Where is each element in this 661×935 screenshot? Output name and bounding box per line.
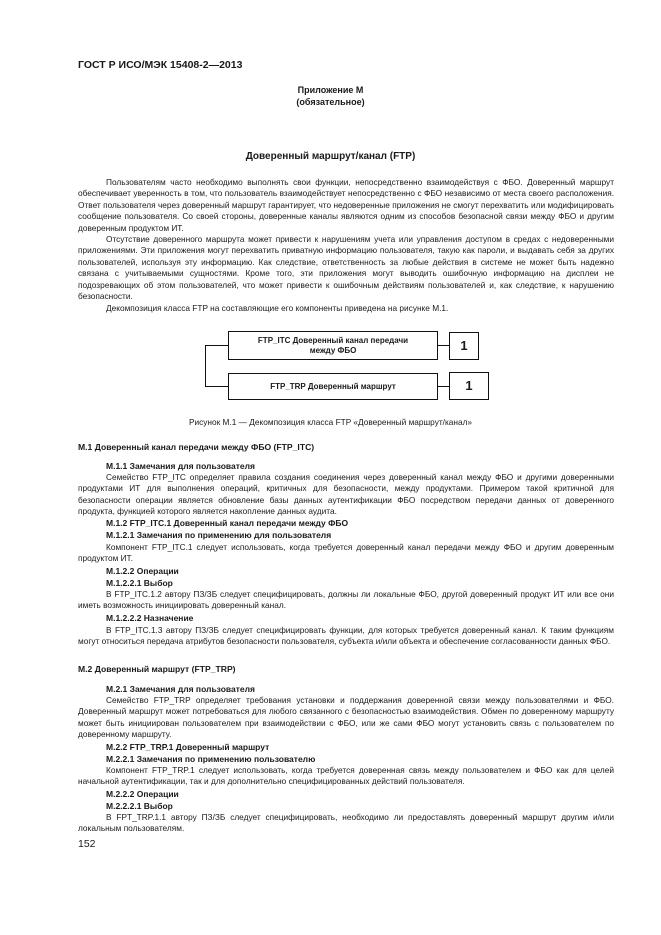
figure-caption: Рисунок М.1 — Декомпозиция класса FTP «Доверенный маршрут/канал» <box>188 417 473 427</box>
diagram-trunk-line <box>205 345 206 387</box>
heading-m1-2-1: М.1.2.1 Замечания по применению для пользователя <box>106 530 332 540</box>
intro-paragraph-2: Отсутствие доверенного маршрута может привести к нарушениям учета или управления доступом в средах с недоверенными приложениями. Эти приложения могут перехватить приватную информацию пользователя, такую как пароли, и выдавать себя за других пользователей, используя эту информацию. Как следствие, ответственность за любые действия в системе не может быть надежно связана с учитываемыми сущностями. Кроме того, эти приложения могут выводить ошибочную информацию на дисплеи не подозревающих об этом пользователей, что может привести к ошибочным действиям пользователей и, как следствие, к нарушению безопасности. <box>78 234 614 302</box>
heading-m2-2-1: М.2.2.1 Замечания по применению пользователю <box>106 754 316 764</box>
heading-m1: М.1 Доверенный канал передачи между ФБО (FTP_ITC) <box>78 442 315 452</box>
heading-m2-2: М.2.2 FTP_TRP.1 Доверенный маршрут <box>106 742 270 752</box>
ftp-trp-box <box>228 373 438 400</box>
ftp-itc-label: FTP_ITC Доверенный канал передачи между ФБО <box>257 335 409 355</box>
heading-m1-2-2-1: М.1.2.2.1 Выбор <box>106 578 173 588</box>
paragraph-m1-2-1: Компонент FTP_ITC.1 следует использовать, когда требуется доверенный канал передачи между ФБО и другим доверенным продуктом ИТ. <box>78 542 614 564</box>
diagram-branch-itc <box>205 345 229 346</box>
ftp-itc-count: 1 <box>460 338 468 353</box>
section-title: Доверенный маршрут/канал (FTP) <box>245 151 416 162</box>
ftp-trp-count-box <box>449 372 489 400</box>
page-number: 152 <box>78 838 96 850</box>
annex-title: Приложение М <box>297 85 364 95</box>
ftp-itc-count-box <box>449 332 479 360</box>
ftp-itc-box <box>228 331 438 360</box>
itc-connector <box>438 345 449 346</box>
document-header: ГОСТ Р ИСО/МЭК 15408-2—2013 <box>78 59 243 71</box>
paragraph-m1-2-2-2: В FTP_ITC.1.3 автору ПЗ/ЗБ следует специфицировать функции, для которых требуется доверенный канал. К таким функциям могут относиться передача атрибутов безопасности пользователя, субъекта и/или объекта и обеспечение согласованности данных ФБО. <box>78 625 614 647</box>
heading-m2-1: М.2.1 Замечания для пользователя <box>106 684 255 694</box>
heading-m2: М.2 Доверенный маршрут (FTP_TRP) <box>78 664 236 674</box>
paragraph-m1-1: Семейство FTP_ITC определяет правила создания соединения через доверенный канал между ФБО и другими доверенными продуктами ИТ для выполнения операций, критичных для безопасности, между продуктами. Примером такой критичной для безопасности операции является обновление базы данных аутентификации ФБО посредством передачи данных от доверенного продукта, функцией которого является накопление данных аудита. <box>78 472 614 517</box>
intro-paragraph-1: Пользователям часто необходимо выполнять свои функции, непосредственно взаимодействуя с ФБО. Доверенный маршрут обеспечивает уверенность в том, что пользователь взаимодействует непосредственно с ФБО независимо от места своего расположения. Ответ пользователя через доверенный маршрут гарантирует, что недоверенные приложения не смогут перехватить или модифицировать сообщение пользователя. Со своей стороны, доверенные каналы являются одним из способов безопасной связи между ФБО и другим доверенным продуктом ИТ. <box>78 177 614 233</box>
heading-m2-2-2-1: М.2.2.2.1 Выбор <box>106 801 173 811</box>
diagram-branch-trp <box>205 386 229 387</box>
paragraph-m2-2-1: Компонент FTP_TRP.1 следует использовать, когда требуется доверенная связь между пользователем и ФБО как для целей начальной аутентификации, так и для дополнительно специфицированных действий пользователя. <box>78 765 614 787</box>
paragraph-m2-1: Семейство FTP_TRP определяет требования установки и поддержания доверенной связи между пользователями и ФБО. Доверенный маршрут может потребоваться для любого связанного с безопасностью взаимодействия. Обмен по доверенному маршруту может быть инициирован пользователем при взаимодействии с ФБО, или же сами ФБО могут установить связь с пользователем по доверенному маршруту. <box>78 695 614 740</box>
trp-connector <box>438 386 449 387</box>
heading-m1-2-2-2: М.1.2.2.2 Назначение <box>106 613 194 623</box>
annex-status: (обязательное) <box>296 96 365 107</box>
heading-m1-2-2: М.1.2.2 Операции <box>106 566 179 576</box>
heading-m1-1: М.1.1 Замечания для пользователя <box>106 461 255 471</box>
intro-paragraph-3: Декомпозиция класса FTP на составляющие его компоненты приведена на рисунке М.1. <box>106 303 449 313</box>
paragraph-m2-2-2-1: В FPT_TRP.1.1 автору ПЗ/ЗБ следует специфицировать, необходимо ли предоставлять доверенный маршрут другим и/или локальным пользователям. <box>78 812 614 834</box>
heading-m1-2: М.1.2 FTP_ITC.1 Доверенный канал передачи между ФБО <box>106 518 349 528</box>
annex-label <box>0 85 661 108</box>
ftp-trp-label: FTP_TRP Доверенный маршрут <box>270 381 396 391</box>
paragraph-m1-2-2-1: В FTP_ITC.1.2 автору ПЗ/ЗБ следует специфицировать, должны ли локальные ФБО, другой доверенный продукт ИТ или все они иметь возможность инициировать доверенный канал. <box>78 589 614 611</box>
ftp-trp-count: 1 <box>465 378 473 393</box>
heading-m2-2-2: М.2.2.2 Операции <box>106 789 179 799</box>
